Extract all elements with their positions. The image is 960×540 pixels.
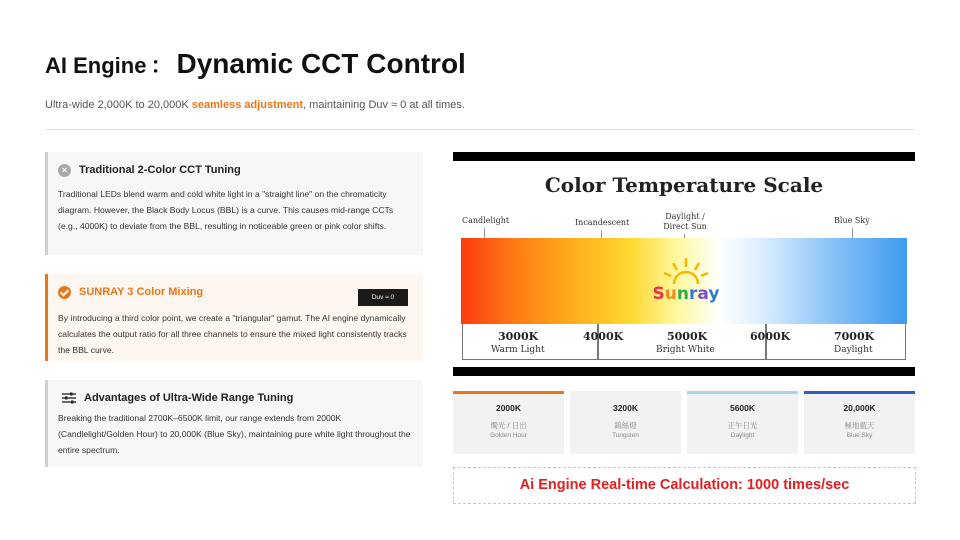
page-subtitle [45,99,465,111]
page-title [45,48,466,80]
swatch-zh: 燭光 / 日出 [490,421,527,430]
ksub-daylight: Daylight [834,345,873,355]
card-body: By introducing a third color point, we create a "triangular" gamut. The AI engine dynamically calculates the output ratio for all three channels to ensure the mixed light consistently tracks the BBL curve. [58,313,407,355]
subtitle-text-before: Ultra-wide 2,000K to 20,000K [45,99,192,111]
swatch-2000k [453,391,564,454]
kval-7000: 7000K [834,330,875,343]
kval-4000: 4000K [583,330,624,343]
swatch-k: 3200K [612,403,639,413]
swatch-en: Golden Hour [490,432,527,439]
duv-badge: Duv ≈ 0 [358,289,408,306]
swatch-3200k [570,391,681,454]
subtitle-text-after: , maintaining Duv ≈ 0 at all times. [303,99,465,111]
sun-icon [646,256,726,286]
logo-letter: S [652,284,665,304]
sunray-logo [646,256,726,306]
card-body: Breaking the traditional 2700K–6500K limit, our range extends from 2000K (Candlelight/Golden Hour) to 20,000K (Blue Sky), maintaining pure white light throughout the entire spectrum. [58,413,411,455]
card-title: SUNRAY 3 Color Mixing [79,286,204,298]
ksub-warm: Warm Light [491,345,545,355]
swatch-zh: 極地藍天 [844,421,875,430]
card-sunray-mixing [45,274,423,361]
scale-title: Color Temperature Scale [544,173,824,197]
swatch-en: Daylight [730,432,755,439]
swatch-20000k [804,391,915,454]
tick-blue-sky [852,228,853,238]
swatch-accent-bar [453,391,564,394]
scale-top-bar [453,152,915,161]
color-temperature-scale [453,152,915,376]
subtitle-highlight: seamless adjustment [191,99,304,111]
card-header [58,389,411,407]
swatch-k: 2000K [495,403,522,413]
card-title: Advantages of Ultra-Wide Range Tuning [84,392,294,404]
scale-bottom-bar [453,367,915,376]
swatch-k: 20,000K [843,403,876,413]
card-body: Traditional LEDs blend warm and cold white light in a "straight line" on the chromaticity diagram. However, the Black Body Locus (BBL) is a curve. This causes mid-range CCTs (e.g., 4000K) to deviate from the BBL, resulting in noticeable green or pink color shifts. [58,189,394,231]
check-icon [58,286,71,299]
close-icon: × [58,164,71,177]
card-title: Traditional 2-Color CCT Tuning [79,164,241,176]
logo-letter: y [708,284,720,304]
label-daylight-line1: Daylight / [665,212,705,221]
label-incandescent: Incandescent [575,218,630,227]
ksub-bright: Bright White [656,345,715,355]
label-daylight [658,212,712,232]
logo-letter: r [689,284,698,304]
card-ultra-wide [45,380,423,467]
tick-incandescent [601,230,602,238]
swatch-en: Blue Sky [846,432,873,439]
card-traditional-cct [45,152,423,255]
logo-letter: n [676,284,690,304]
swatch-accent-bar [687,391,798,394]
header-divider [45,129,915,130]
label-candlelight: Candlelight [462,216,510,225]
label-blue-sky: Blue Sky [834,216,870,225]
logo-letter: u [664,284,677,304]
realtime-calculation-banner: Ai Engine Real-time Calculation: 1000 times/sec [453,467,916,504]
logo-text [646,284,726,304]
swatch-en: Tungsten [612,432,639,439]
sliders-icon [62,392,76,404]
kval-6000: 6000K [750,330,791,343]
swatch-zh: 鎢絲燈 [614,421,637,430]
title-separator: ： [150,53,173,78]
title-main: Dynamic CCT Control [176,48,466,79]
kval-5000: 5000K [667,330,708,343]
title-prefix: AI Engine [45,53,147,78]
swatch-zh: 正午日光 [727,421,758,430]
card-header [58,161,411,179]
swatch-accent-bar [804,391,915,394]
label-daylight-line2: Direct Sun [663,222,707,231]
swatch-5600k [687,391,798,454]
tick-candlelight [484,228,485,238]
logo-letter: a [697,284,709,304]
swatch-k: 5600K [729,403,756,413]
swatch-accent-bar [570,391,681,394]
kval-3000: 3000K [498,330,539,343]
